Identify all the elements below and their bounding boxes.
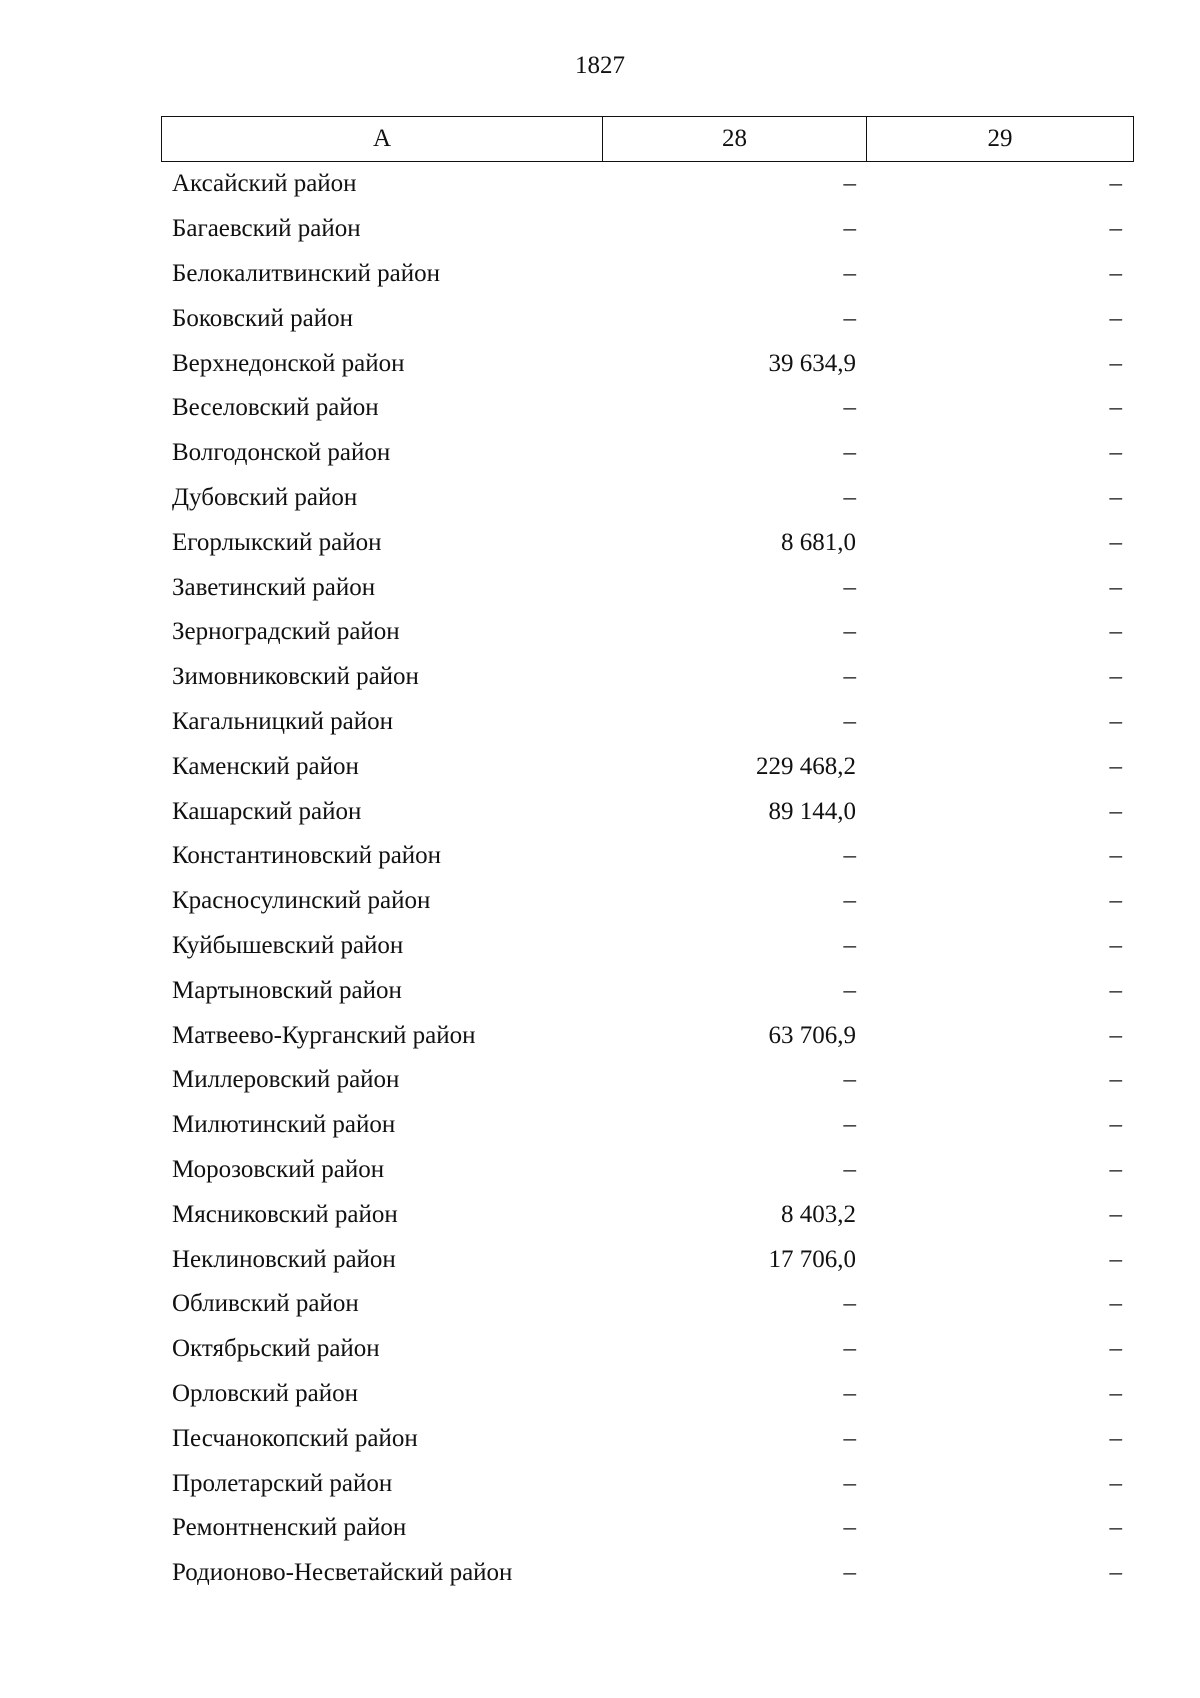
table-row [161,968,1133,1013]
value-col-29: – [1109,1469,1122,1497]
district-name: Обливский район [172,1290,359,1318]
district-name: Родионово-Несветайский район [172,1559,513,1587]
value-col-28: – [843,1424,856,1452]
table-row [161,655,1133,700]
value-col-28: 39 634,9 [768,349,856,377]
district-name: Октябрьский район [172,1335,380,1363]
district-name: Боковский район [172,304,353,332]
district-name: Кагальницкий район [172,707,394,735]
table-row [161,1103,1133,1148]
value-col-28: – [843,1514,856,1542]
district-name: Константиновский район [172,842,442,870]
value-col-28: – [843,573,856,601]
value-col-29: – [1109,1200,1122,1228]
value-col-29: – [1109,1379,1122,1407]
value-col-29: – [1109,349,1122,377]
district-name: Миллеровский район [172,1066,400,1094]
header-cell-28: 28 [603,117,867,162]
table-row [161,1461,1133,1506]
table-row [161,1013,1133,1058]
value-col-29: – [1109,1290,1122,1318]
table-header [161,116,1134,162]
value-col-29: – [1109,707,1122,735]
value-col-29: – [1109,394,1122,422]
value-col-28: – [843,1379,856,1407]
table-row [161,834,1133,879]
table-row [161,162,1133,207]
table-row [161,520,1133,565]
district-name: Кашарский район [172,797,362,825]
table-row [161,431,1133,476]
value-col-28: – [843,1155,856,1183]
value-col-28: – [843,663,856,691]
header-row [162,117,1134,162]
value-col-29: – [1109,931,1122,959]
district-name: Заветинский район [172,573,376,601]
district-name: Верхнедонской район [172,349,405,377]
value-col-28: – [843,170,856,198]
value-col-29: – [1109,304,1122,332]
value-col-28: – [843,259,856,287]
value-col-29: – [1109,259,1122,287]
value-col-29: – [1109,663,1122,691]
table-row [161,1416,1133,1461]
district-name: Зерноградский район [172,618,400,646]
value-col-28: – [843,887,856,915]
table-row [161,476,1133,521]
table-row [161,1551,1133,1596]
value-col-28: – [843,215,856,243]
value-col-29: – [1109,618,1122,646]
table-row [161,1058,1133,1103]
value-col-28: 8 403,2 [781,1200,856,1228]
district-name: Милютинский район [172,1111,396,1139]
table-row [161,744,1133,789]
value-col-29: – [1109,170,1122,198]
header-cell-a: А [162,117,603,162]
table-row [161,1506,1133,1551]
value-col-28: 229 468,2 [756,752,856,780]
table-row [161,296,1133,341]
district-name: Орловский район [172,1379,358,1407]
value-col-29: – [1109,842,1122,870]
value-col-28: 8 681,0 [781,528,856,556]
table-row [161,252,1133,297]
value-col-28: – [843,842,856,870]
value-col-28: – [843,1290,856,1318]
district-name: Веселовский район [172,394,379,422]
value-col-29: – [1109,1155,1122,1183]
budget-table [161,116,1133,1596]
table-row [161,1372,1133,1417]
district-name: Пролетарский район [172,1469,393,1497]
value-col-29: – [1109,528,1122,556]
table-row [161,565,1133,610]
value-col-28: – [843,931,856,959]
district-name: Морозовский район [172,1155,385,1183]
value-col-29: – [1109,752,1122,780]
table-row [161,700,1133,745]
value-col-29: – [1109,797,1122,825]
district-name: Белокалитвинский район [172,259,440,287]
value-col-28: – [843,439,856,467]
value-col-28: – [843,304,856,332]
district-name: Дубовский район [172,483,358,511]
district-name: Мясниковский район [172,1200,398,1228]
value-col-28: – [843,1335,856,1363]
page-number: 1827 [575,52,625,79]
table-row [161,1192,1133,1237]
value-col-29: – [1109,439,1122,467]
value-col-29: – [1109,483,1122,511]
value-col-28: – [843,1066,856,1094]
value-col-29: – [1109,976,1122,1004]
value-col-28: – [843,1111,856,1139]
value-col-29: – [1109,215,1122,243]
district-name: Красносулинский район [172,887,431,915]
table-row [161,341,1133,386]
table-body [161,162,1133,1596]
value-col-29: – [1109,1066,1122,1094]
value-col-29: – [1109,1424,1122,1452]
value-col-28: 63 706,9 [768,1021,856,1049]
district-name: Куйбышевский район [172,931,404,959]
district-name: Зимовниковский район [172,663,419,691]
table-row [161,610,1133,655]
district-name: Аксайский район [172,170,357,198]
district-name: Мартыновский район [172,976,402,1004]
table-row [161,1282,1133,1327]
value-col-29: – [1109,1335,1122,1363]
table-row [161,1148,1133,1193]
value-col-28: – [843,1469,856,1497]
table-row [161,207,1133,252]
value-col-28: – [843,394,856,422]
value-col-28: – [843,976,856,1004]
value-col-28: – [843,707,856,735]
district-name: Песчанокопский район [172,1424,418,1452]
value-col-29: – [1109,1021,1122,1049]
table-row [161,924,1133,969]
district-name: Ремонтненский район [172,1514,407,1542]
table-row [161,386,1133,431]
value-col-28: 17 706,0 [768,1245,856,1273]
table-row [161,879,1133,924]
district-name: Каменский район [172,752,359,780]
district-name: Багаевский район [172,215,361,243]
district-name: Егорлыкский район [172,528,382,556]
header-cell-29: 29 [867,117,1134,162]
district-name: Матвеево-Курганский район [172,1021,476,1049]
value-col-29: – [1109,1111,1122,1139]
value-col-29: – [1109,1514,1122,1542]
value-col-28: – [843,618,856,646]
value-col-29: – [1109,573,1122,601]
table-row [161,789,1133,834]
value-col-28: – [843,1559,856,1587]
district-name: Неклиновский район [172,1245,396,1273]
district-name: Волгодонской район [172,439,391,467]
value-col-29: – [1109,1559,1122,1587]
value-col-29: – [1109,1245,1122,1273]
value-col-29: – [1109,887,1122,915]
value-col-28: – [843,483,856,511]
table-row [161,1327,1133,1372]
value-col-28: 89 144,0 [768,797,856,825]
table-row [161,1237,1133,1282]
